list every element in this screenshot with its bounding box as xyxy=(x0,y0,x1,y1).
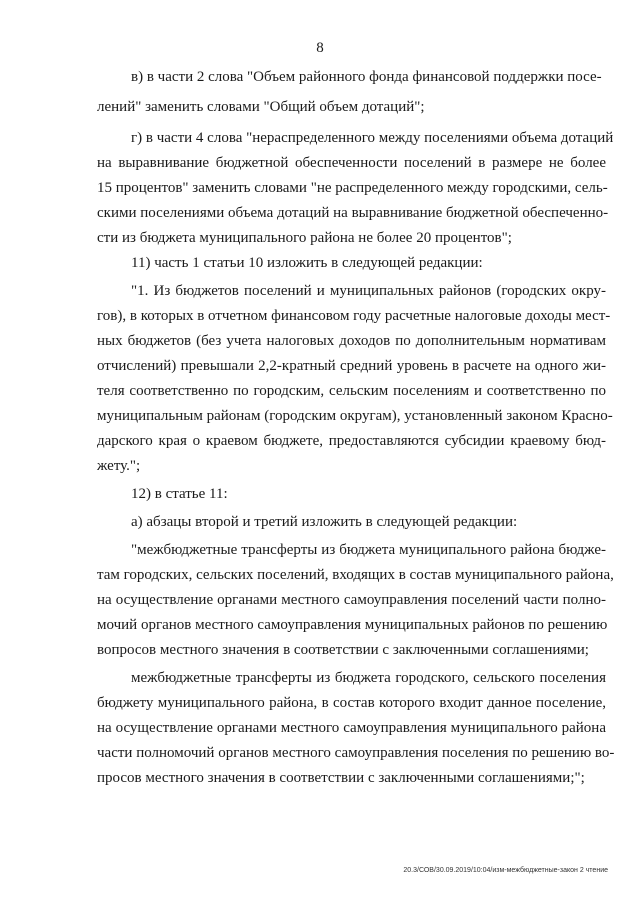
text-line: лений" заменить словами "Общий объем дотаций"; xyxy=(97,99,425,115)
text-line: межбюджетные трансферты из бюджета городского, сельского поселения xyxy=(131,670,606,686)
text-line: скими поселениями объема дотаций на выравнивание бюджетной обеспеченно- xyxy=(97,205,609,221)
text-line: отчислений) превышали 2,2-кратный средний уровень в расчете на одного жи- xyxy=(97,358,606,374)
text-line: 11) часть 1 статьи 10 изложить в следующей редакции: xyxy=(131,255,483,271)
text-line: мочий органов местного самоуправления муниципальных районов по решению xyxy=(97,617,608,633)
text-line: там городских, сельских поселений, входящих в состав муниципального района, xyxy=(97,567,614,583)
text-line: части полномочий органов местного самоуправления поселения по решению во- xyxy=(97,745,615,761)
text-line: сти из бюджета муниципального района не более 20 процентов"; xyxy=(97,230,512,246)
text-line: бюджету муниципального района, в состав которого входит данное поселение, xyxy=(97,695,606,711)
text-line: просов местного значения в соответствии с заключенными соглашениями;"; xyxy=(97,770,585,786)
document-footer: 20.3/СОВ/30.09.2019/10:04/изм-межбюджетные-закон 2 чтение xyxy=(403,867,608,874)
text-line: гов), в которых в отчетном финансовом году расчетные налоговые доходы мест- xyxy=(97,308,611,324)
text-line: г) в части 4 слова "нераспределенного между поселениями объема дотаций xyxy=(131,130,614,146)
text-line: в) в части 2 слова "Объем районного фонда финансовой поддержки посе- xyxy=(131,69,602,85)
text-line: 12) в статье 11: xyxy=(131,486,228,502)
text-line: на осуществление органами местного самоуправления поселений части полно- xyxy=(97,592,606,608)
text-line: а) абзацы второй и третий изложить в следующей редакции: xyxy=(131,514,518,530)
text-line: жету."; xyxy=(97,458,141,474)
text-line: муниципальным районам (городским округам), установленный законом Красно- xyxy=(97,408,613,424)
text-line: ных бюджетов (без учета налоговых доходов по дополнительным нормативам xyxy=(97,333,606,349)
text-line: теля соответственно по городским, сельским поселениям и соответственно по xyxy=(97,383,606,399)
text-line: 15 процентов" заменить словами "не распределенного между городскими, сель- xyxy=(97,180,608,196)
page-number: 8 xyxy=(316,40,324,56)
text-line: "межбюджетные трансферты из бюджета муниципального района бюдже- xyxy=(131,542,606,558)
text-line: на осуществление органами местного самоуправления муниципального района xyxy=(97,720,606,736)
text-line: вопросов местного значения в соответствии с заключенными соглашениями; xyxy=(97,642,589,658)
text-line: дарского края о краевом бюджете, предоставляются субсидии краевому бюд- xyxy=(97,433,606,449)
text-line: на выравнивание бюджетной обеспеченности поселений в размере не более xyxy=(97,155,606,171)
text-line: "1. Из бюджетов поселений и муниципальных районов (городских окру- xyxy=(131,283,606,299)
